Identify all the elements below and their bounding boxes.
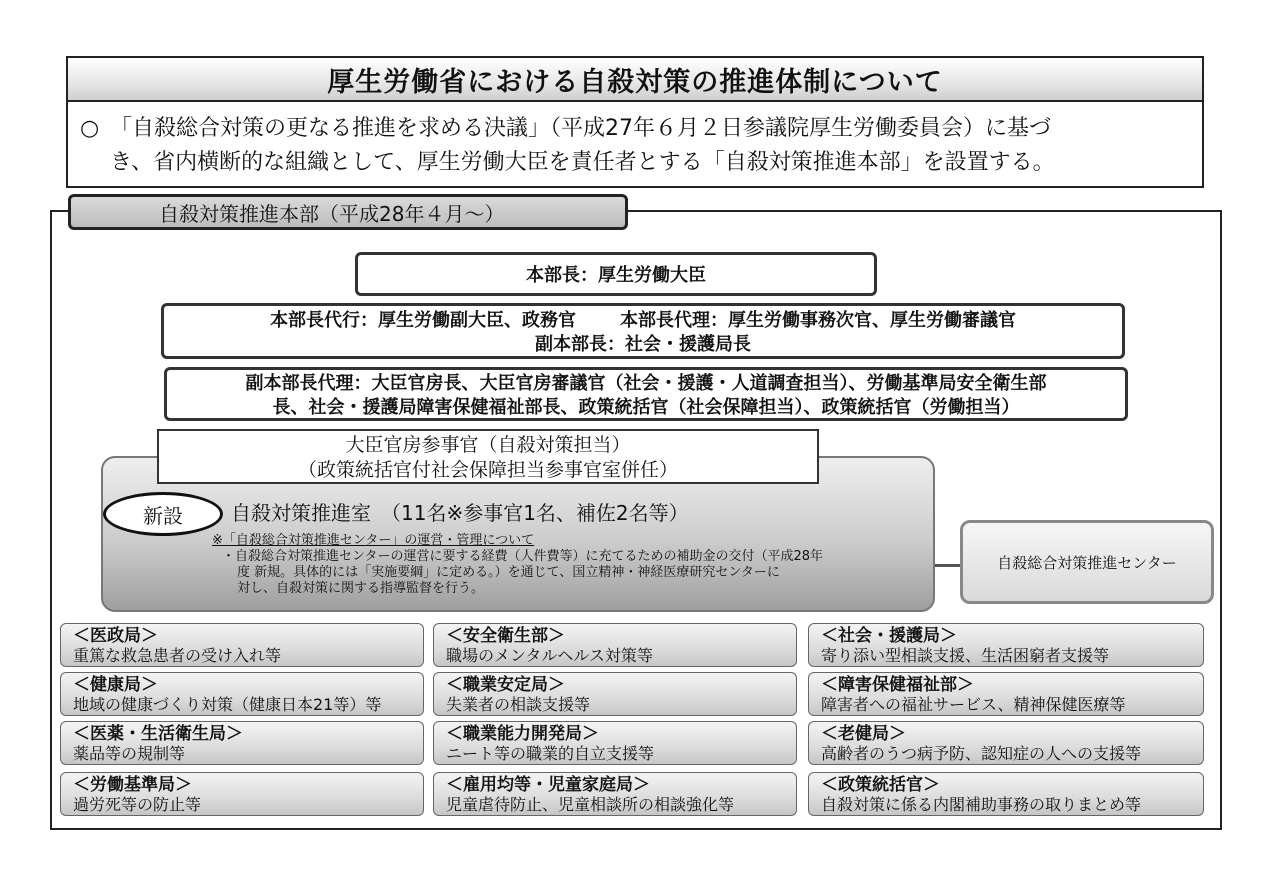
bureau-box: [808, 623, 1204, 667]
note-line-1: ・自殺総合対策推進センターの運営に要する経費（人件費等）に充てるための補助金の交付（平成28年: [222, 549, 824, 564]
chief-box: 本部長：厚生労働大臣: [355, 252, 877, 296]
bureau-desc: 高齢者のうつ病予防、認知症の人への支援等: [821, 744, 1142, 763]
new-badge: 新設: [103, 492, 223, 536]
intro-text-1: 「自殺総合対策の更なる推進を求める決議」（平成27年６月２日参議院厚生労働委員会）に基づ: [110, 116, 1051, 141]
bureau-name: ＜職業安定局＞: [446, 675, 565, 695]
note-heading: ※「自殺総合対策推進センター」の運営・管理について: [212, 533, 535, 548]
bureau-box: [433, 623, 797, 667]
bureau-box: [60, 623, 424, 667]
bureau-name: ＜労働基準局＞: [73, 775, 192, 795]
bureau-name: ＜老健局＞: [821, 724, 906, 744]
bureau-desc: 障害者への福祉サービス、精神保健医療等: [821, 695, 1126, 714]
bureau-desc: 失業者の相談支援等: [446, 695, 591, 714]
bureau-desc: ニート等の職業的自立支援等: [446, 744, 655, 763]
bureau-desc: 自殺対策に係る内閣補助事務の取りまとめ等: [821, 795, 1142, 814]
bureau-desc: 重篤な救急患者の受け入れ等: [73, 646, 282, 665]
deputy-chief: 副本部長：社会・援護局長: [535, 334, 751, 355]
bureau-box: [60, 772, 424, 816]
promotion-office-name: 自殺対策推進室 （11名※参事官1名、補佐2名等）: [231, 501, 689, 525]
bureau-name: ＜雇用均等・児童家庭局＞: [446, 775, 650, 795]
bureau-name: ＜安全衛生部＞: [446, 626, 565, 646]
councillor-line-1: 大臣官房参事官（自殺対策担当）: [345, 434, 631, 456]
page-title: 厚生労働省における自殺対策の推進体制について: [66, 56, 1204, 100]
bureau-name: ＜健康局＞: [73, 675, 158, 695]
acting-chief-box: [161, 303, 1125, 359]
bureau-desc: 職場のメンタルヘルス対策等: [446, 646, 653, 665]
bureau-box: [808, 772, 1204, 816]
acting-chief-a: 本部長代行：厚生労働副大臣、政務官: [270, 310, 576, 331]
bureau-box: [433, 672, 797, 716]
councillor-line-2: （政策統括官付社会保障担当参事官室併任）: [297, 459, 678, 481]
bureau-name: ＜社会・援護局＞: [821, 626, 957, 646]
intro-bullet: ○: [80, 116, 100, 141]
bureau-box: [433, 772, 797, 816]
bureau-name: ＜政策統括官＞: [821, 775, 940, 795]
bureau-desc: 地域の健康づくり対策（健康日本21等）等: [73, 695, 382, 714]
deputy-acting-line-2: 長、社会・援護局障害保健福祉部長、政策統括官（社会保障担当）、政策統括官（労働担当）: [272, 397, 1020, 418]
note-line-2: 度 新規。具体的には「実施要綱」に定める。）を通じて、国立精神・神経医療研究センターに: [237, 565, 780, 580]
connector-line: [935, 564, 961, 567]
suicide-prevention-center-box: 自殺総合対策推進センター: [960, 520, 1214, 604]
bureau-name: ＜障害保健福祉部＞: [821, 675, 974, 695]
bureau-desc: 薬品等の規制等: [73, 744, 186, 763]
bureau-name: ＜医薬・生活衛生局＞: [73, 724, 243, 744]
headquarters-tab: 自殺対策推進本部（平成28年４月～）: [68, 194, 628, 230]
councillor-box: [157, 429, 819, 484]
bureau-desc: 寄り添い型相談支援、生活困窮者支援等: [821, 646, 1110, 665]
acting-chief-line: [164, 309, 1122, 333]
bureau-box: [808, 721, 1204, 765]
intro-line-2: き、省内横断的な組織として、厚生労働大臣を責任者とする「自殺対策推進本部」を設置する。: [110, 150, 1055, 175]
center-management-note: [212, 533, 932, 597]
intro-line-1: [80, 112, 1188, 146]
bureau-box: [60, 721, 424, 765]
note-line-3: 対し、自殺対策に関する指導監督を行う。: [237, 581, 485, 596]
intro-box: [66, 100, 1204, 188]
bureau-name: ＜医政局＞: [73, 626, 158, 646]
acting-chief-b: 本部長代理：厚生労働事務次官、厚生労働審議官: [620, 310, 1016, 331]
deputy-acting-line-1: 副本部長代理：大臣官房長、大臣官房審議官（社会・援護・人道調査担当）、労働基準局安全衛生部: [245, 373, 1047, 394]
bureau-desc: 児童虐待防止、児童相談所の相談強化等: [446, 795, 735, 814]
bureau-box: [433, 721, 797, 765]
bureau-desc: 過労死等の防止等: [73, 795, 202, 814]
bureau-name: ＜職業能力開発局＞: [446, 724, 599, 744]
bureau-box: [808, 672, 1204, 716]
deputy-acting-box: [164, 367, 1128, 421]
bureau-box: [60, 672, 424, 716]
